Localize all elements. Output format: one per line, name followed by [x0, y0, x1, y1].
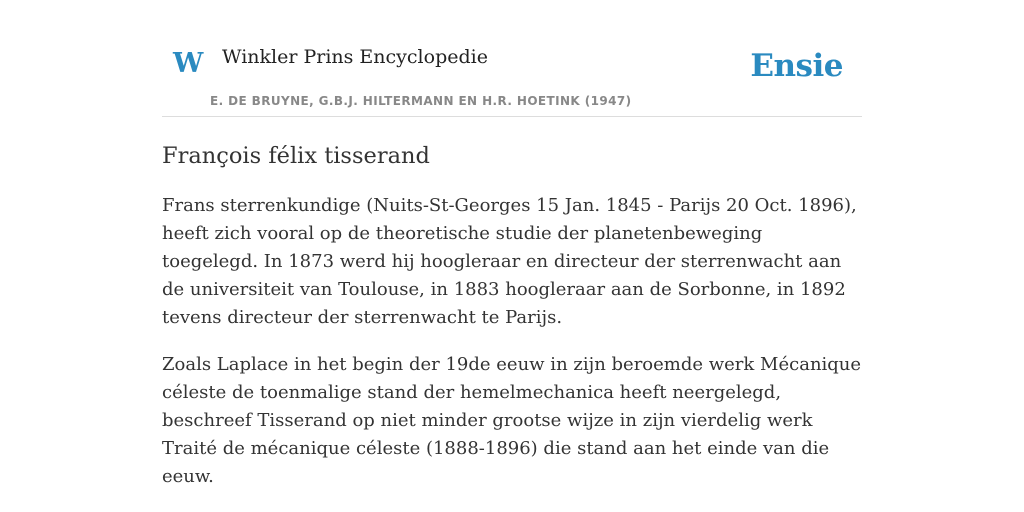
- page: [162, 0, 862, 491]
- source-title[interactable]: Winkler Prins Encyclopedie: [222, 46, 488, 68]
- article-title: François félix tisserand: [162, 143, 430, 169]
- article-paragraph-2: Zoals Laplace in het begin der 19de eeuw in zijn beroemde werk Mécanique céleste de toenmalige stand der hemelmechanica heeft neergelegd, beschreef Tisserand op niet minder grootse wijze in zijn vierdelig werk Traité de mécanique céleste (1888-1896) die stand aan het einde van die eeuw.: [162, 354, 862, 488]
- source-logo[interactable]: W: [173, 48, 204, 79]
- source-authors: E. DE BRUYNE, G.B.J. HILTERMANN EN H.R. HOETINK (1947): [210, 94, 632, 108]
- source-header: [162, 0, 862, 117]
- brand-logo[interactable]: Ensie: [750, 48, 843, 84]
- article-paragraph-1: Frans sterrenkundige (Nuits-St-Georges 15 Jan. 1845 - Parijs 20 Oct. 1896), heeft zich vooral op de theoretische studie der planetenbeweging toegelegd. In 1873 werd hij hoogleraar en directeur der sterrenwacht aan de universiteit van Toulouse, in 1883 hoogleraar aan de Sorbonne, in 1892 tevens directeur der sterrenwacht te Parijs.: [162, 195, 857, 329]
